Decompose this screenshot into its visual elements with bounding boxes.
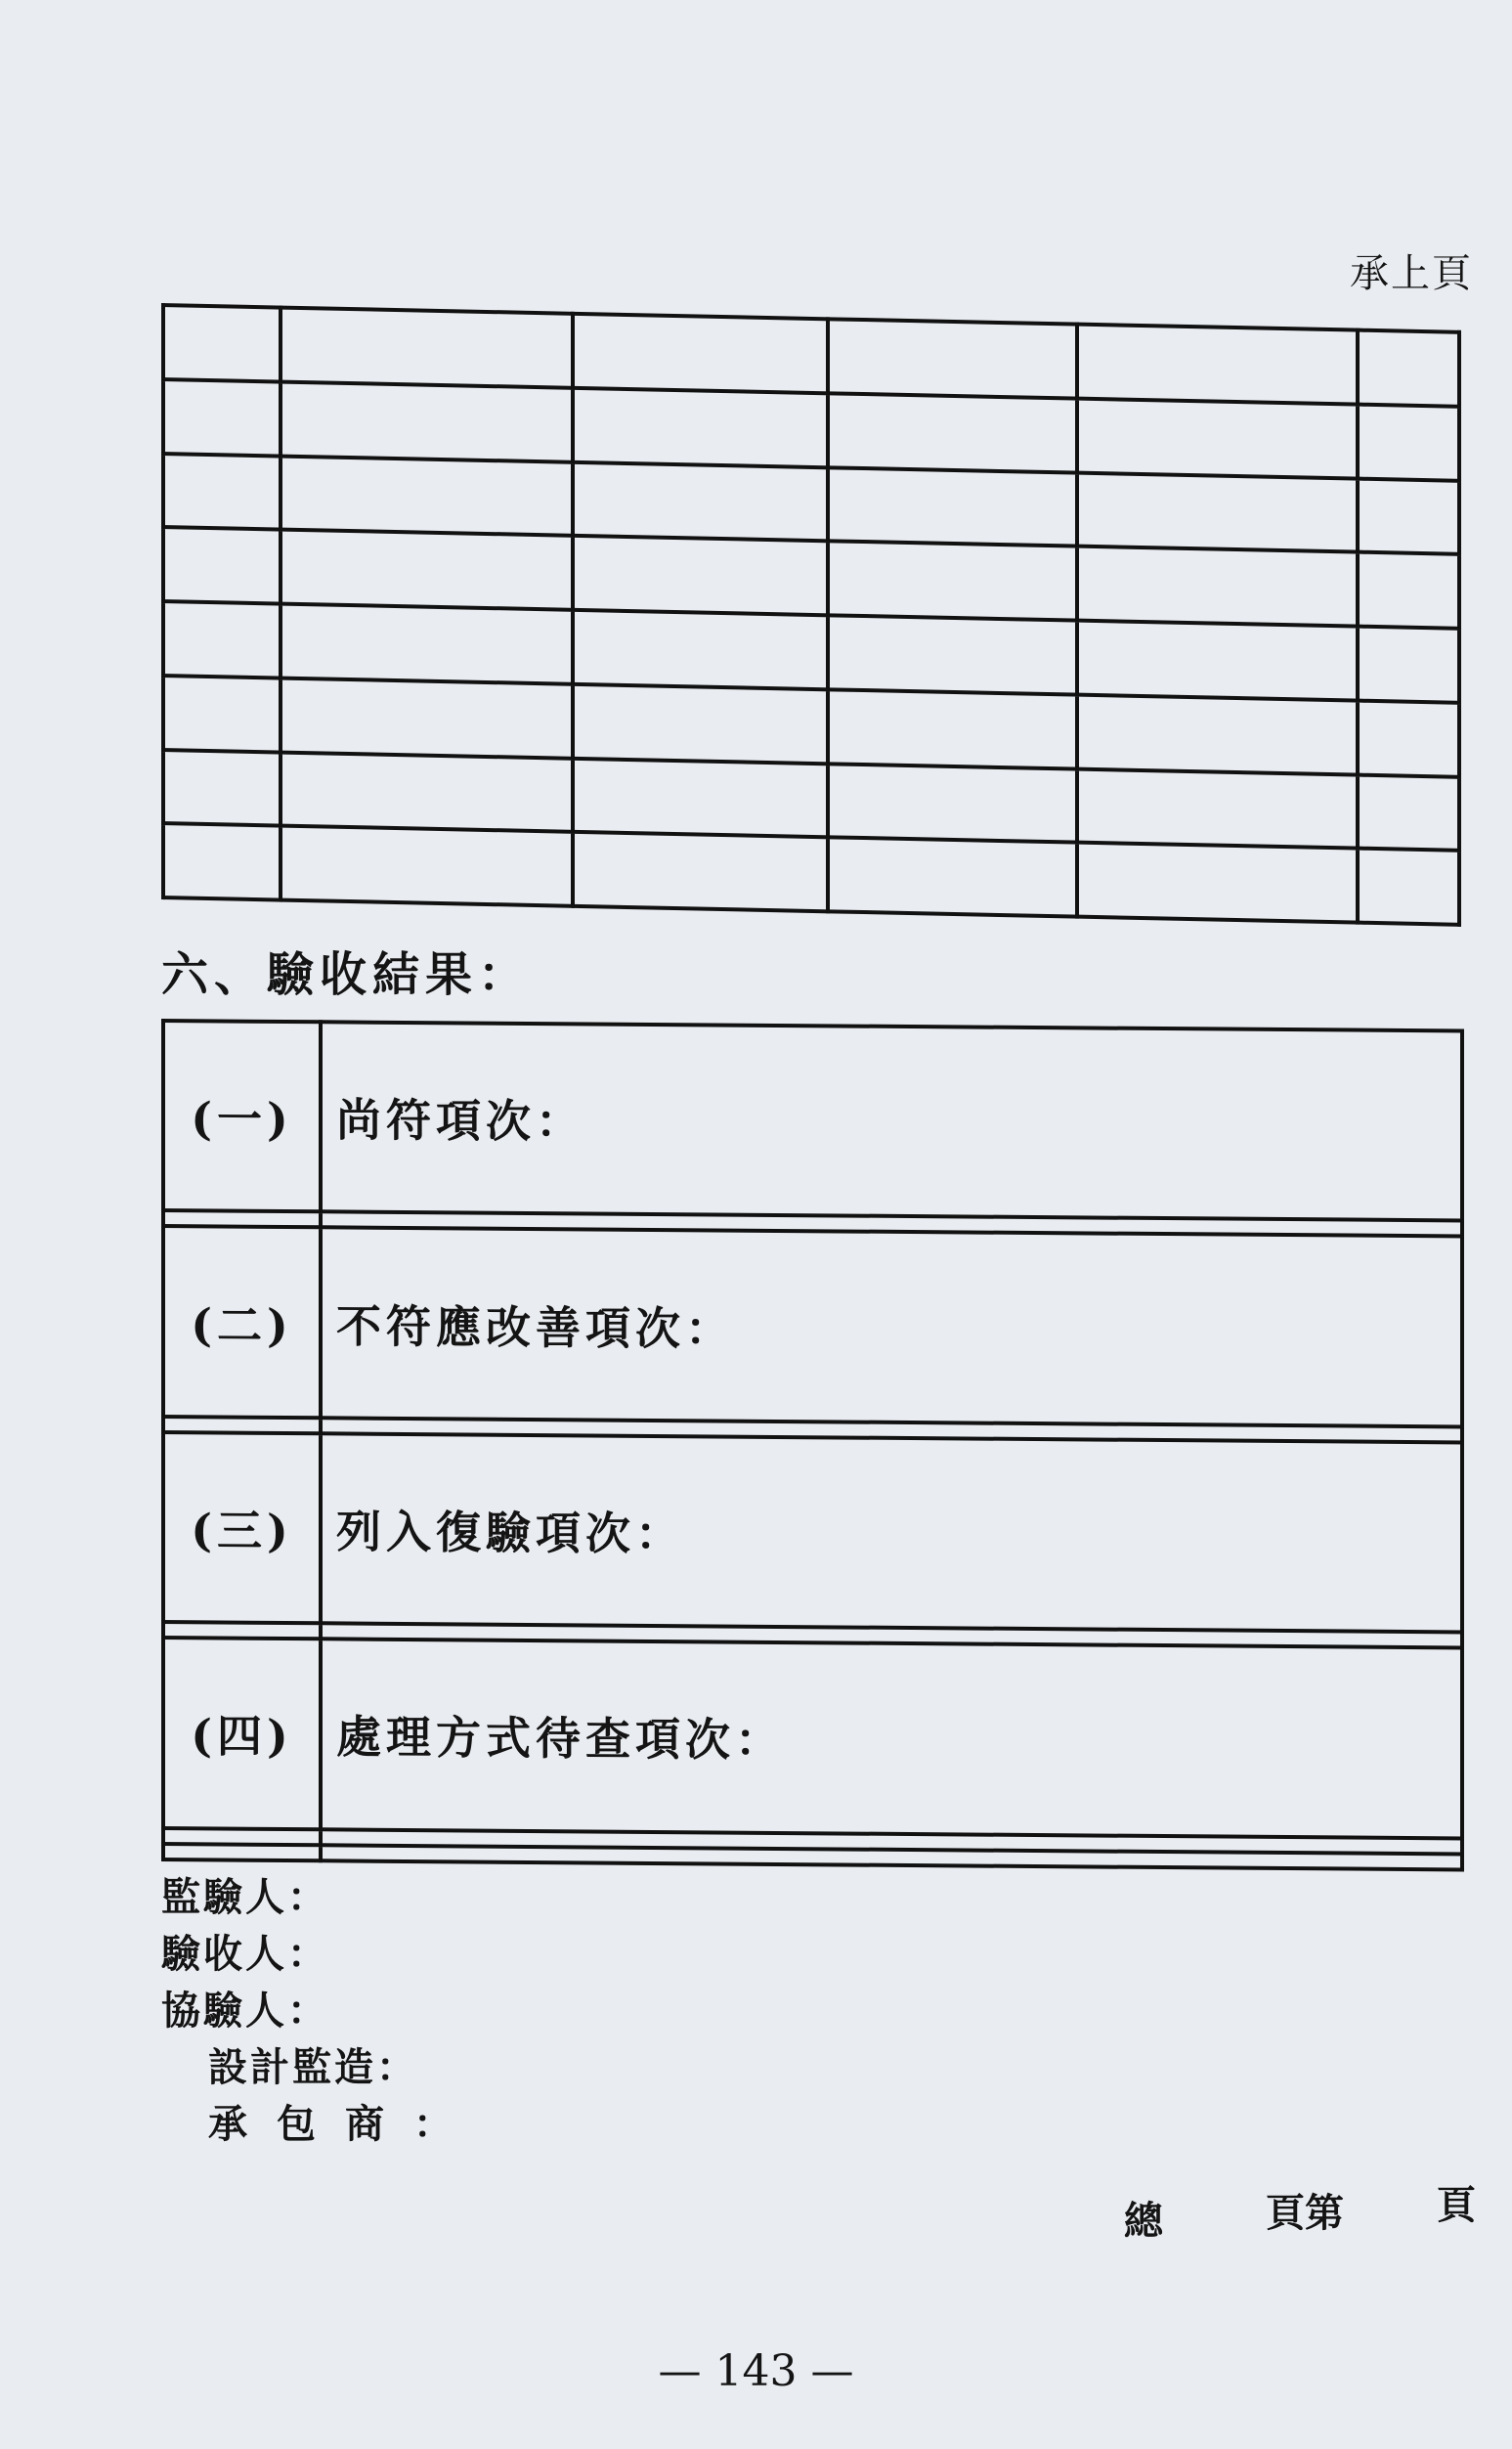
result-item-number: (四)	[163, 1638, 321, 1829]
assistant-signature-label: 協驗人：	[161, 1988, 329, 2034]
acceptance-results-heading: 六、驗收結果：	[161, 947, 532, 1002]
supervisor-signature-label: 監驗人：	[161, 1874, 329, 1920]
continued-inspection-table	[161, 303, 1461, 927]
signature-block	[161, 1869, 482, 2153]
result-item-label: 尚符項次：	[321, 1022, 1462, 1220]
page-of-label: 頁第	[1266, 2190, 1344, 2236]
design-supervision-signature-label: 設計監造：	[208, 2044, 418, 2090]
result-item-row	[163, 1021, 1462, 1221]
page-number: — 143 —	[658, 2346, 854, 2396]
result-item-row	[163, 1638, 1462, 1838]
total-label: 總	[1124, 2198, 1163, 2244]
result-item-row	[163, 1226, 1462, 1426]
result-item-row	[163, 1432, 1462, 1633]
acceptor-signature-label: 驗收人：	[161, 1931, 329, 1977]
acceptance-results-table	[161, 1019, 1464, 1871]
contractor-signature-label: 承包商：	[208, 2101, 482, 2147]
result-item-number: (二)	[163, 1226, 321, 1418]
result-item-label: 處理方式待查項次：	[321, 1640, 1462, 1838]
result-item-label: 列入復驗項次：	[321, 1433, 1462, 1632]
result-item-number: (三)	[163, 1432, 321, 1624]
result-item-number: (一)	[163, 1021, 321, 1212]
result-item-label: 不符應改善項次：	[321, 1228, 1462, 1426]
continued-from-previous-label: 承上頁	[1350, 251, 1473, 296]
page-label: 頁	[1437, 2182, 1476, 2228]
